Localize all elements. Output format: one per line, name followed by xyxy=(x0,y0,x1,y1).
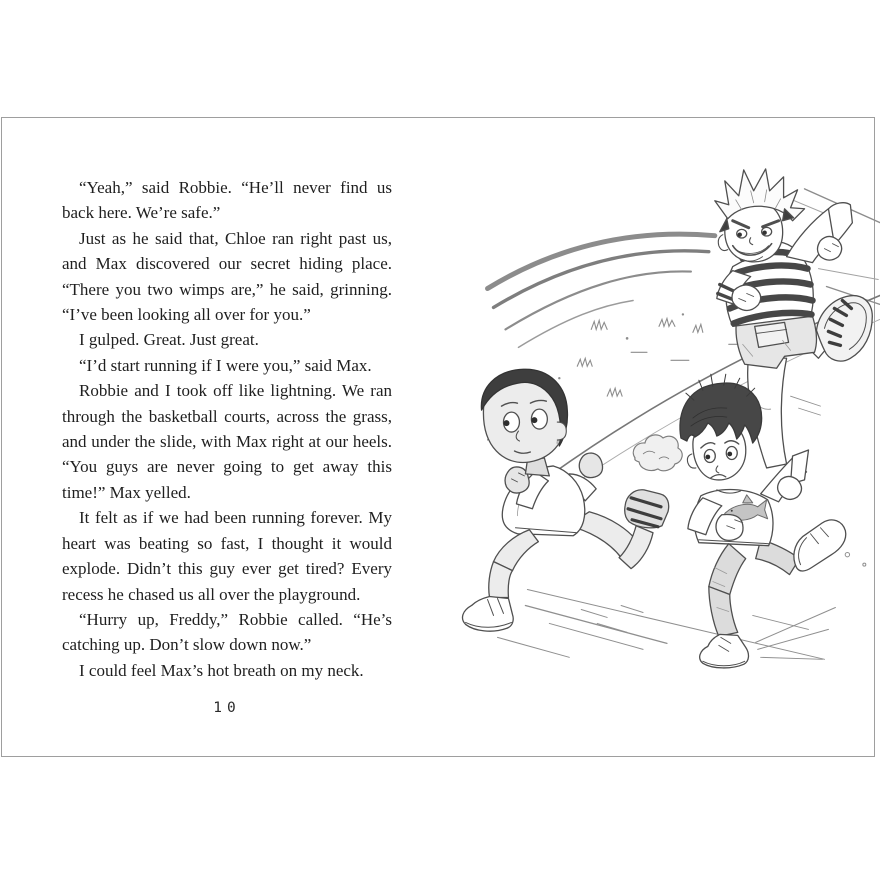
illustration-three-boys-running xyxy=(430,139,880,757)
story-paragraph: “Hurry up, Freddy,” Robbie called. “He’s catching up. Don’t slow down now.” xyxy=(62,609,392,655)
story-text xyxy=(62,175,392,683)
story-paragraph: Robbie and I took off like lightning. We ran through the basketball courts, across the grass, and under the slide, with Max right at our heels. “You guys are never going to get away this time!” Max yelled. xyxy=(62,381,392,502)
story-paragraph: I could feel Max’s hot breath on my neck. xyxy=(79,660,364,680)
story-paragraph: “I’d start running if I were you,” said Max. xyxy=(79,355,372,375)
dust-cloud-icon xyxy=(633,435,682,471)
story-paragraph: I gulped. Great. Just great. xyxy=(79,330,259,350)
robbie-figure xyxy=(463,369,669,631)
book-page xyxy=(1,117,875,757)
story-paragraph: “Yeah,” said Robbie. “He’ll never find us back here. We’re safe.” xyxy=(62,178,392,223)
illustration-svg xyxy=(430,139,880,757)
page-number: 10 xyxy=(213,700,241,716)
story-paragraph: Just as he said that, Chloe ran right past us, and Max discovered our secret hiding place. “There you two wimps are,” he said, grinning. “I’ve been looking all over for you.” xyxy=(62,228,392,325)
story-paragraph: It felt as if we had been running forever. My heart was beating so fast, I thought it would explode. Didn’t this guy ever get tired? Every recess he chased us all over the playground. xyxy=(62,508,392,604)
